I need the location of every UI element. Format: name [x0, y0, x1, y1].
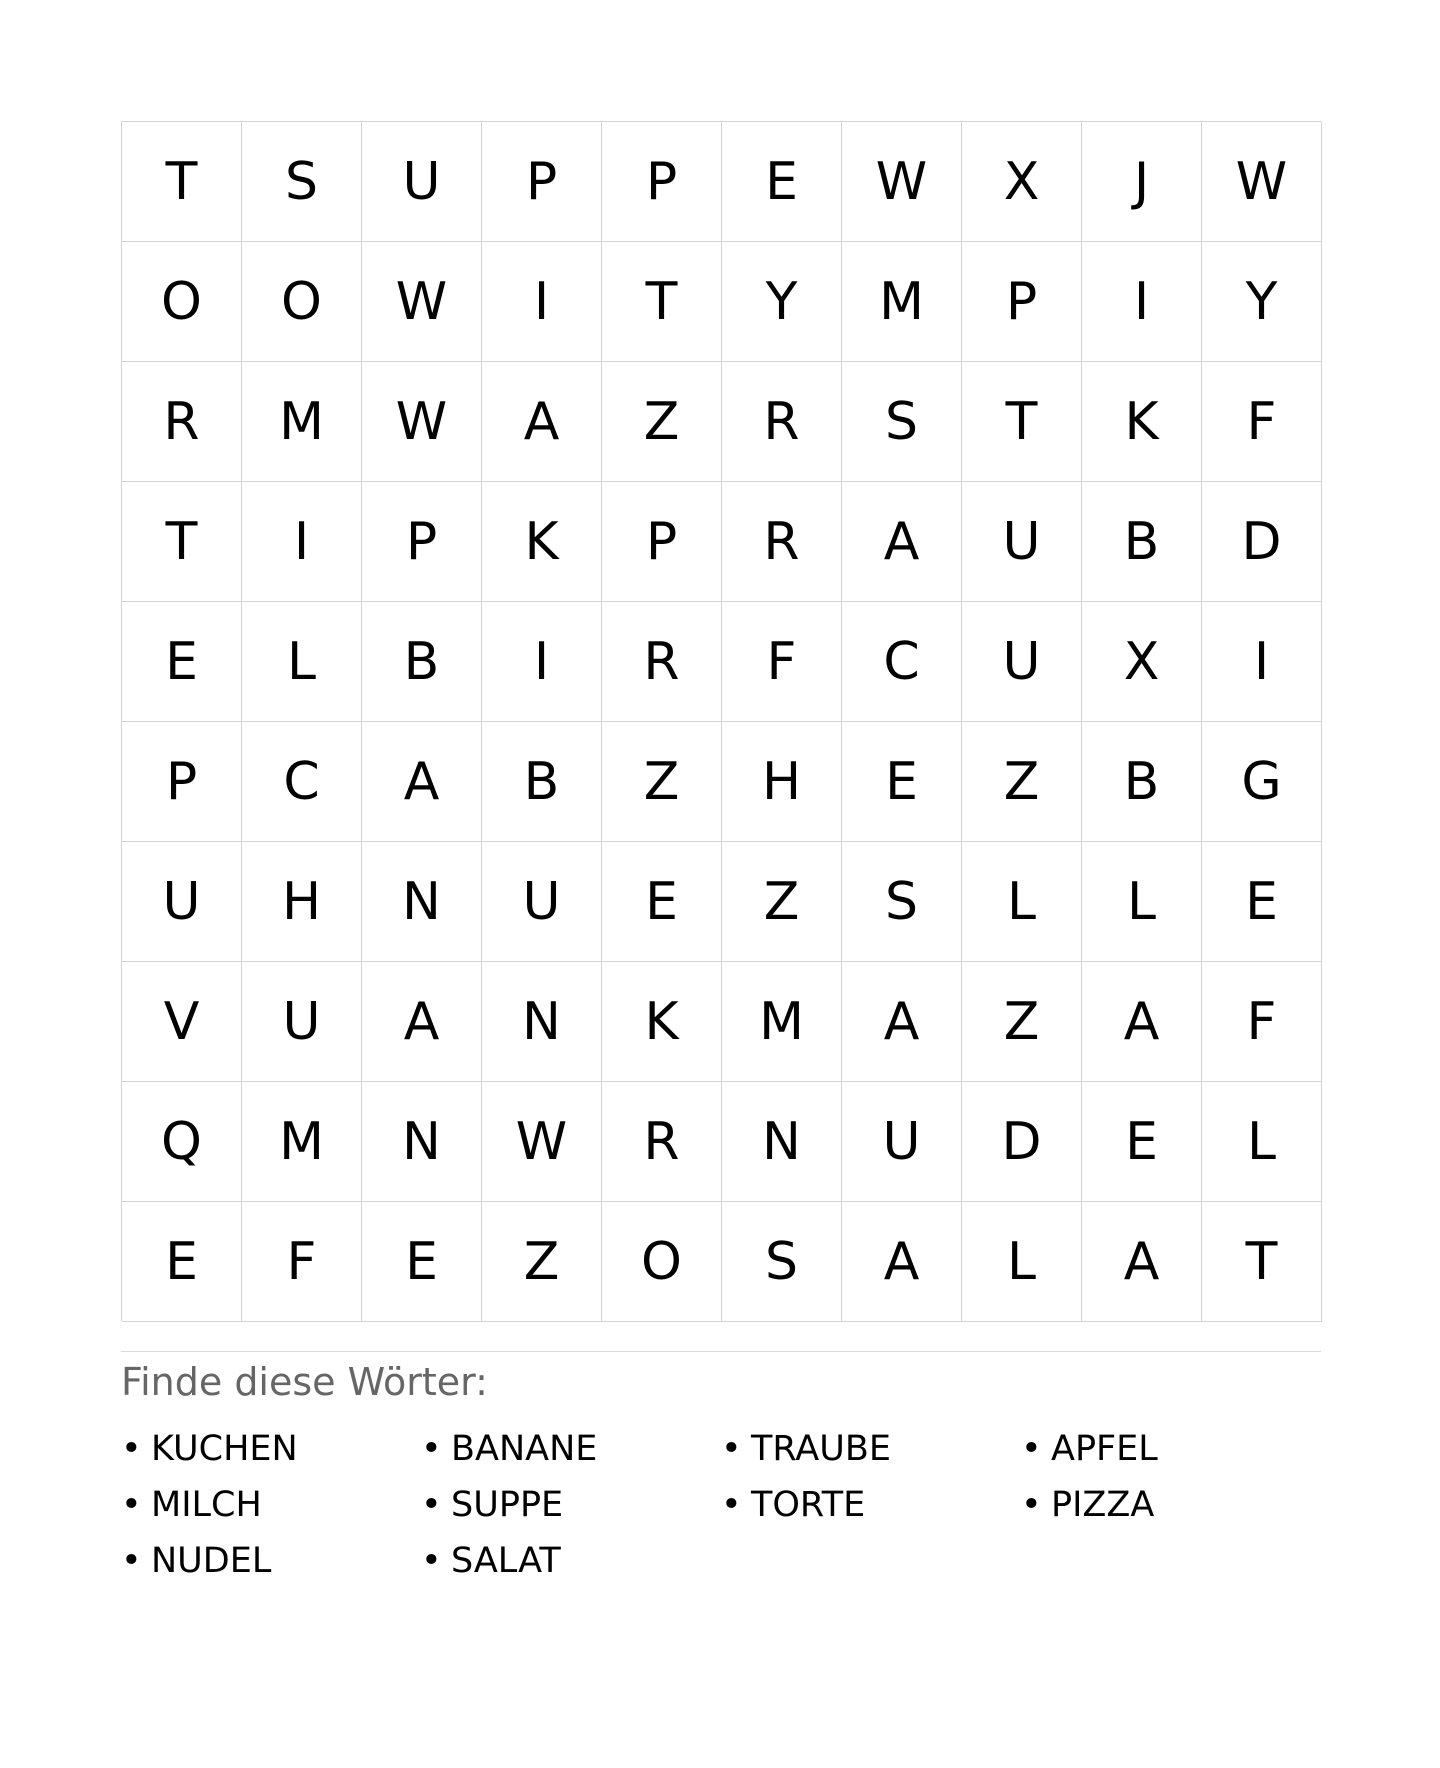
grid-cell[interactable]: I [482, 602, 602, 722]
word-list-item [121, 1426, 421, 1472]
grid-cell[interactable]: I [1082, 242, 1202, 362]
grid-cell[interactable]: P [602, 482, 722, 602]
word-list-item [421, 1482, 721, 1528]
grid-cell[interactable]: L [1082, 842, 1202, 962]
grid-cell[interactable]: X [962, 122, 1082, 242]
grid-cell[interactable]: S [242, 122, 362, 242]
grid-cell[interactable]: E [1202, 842, 1322, 962]
grid-cell[interactable]: L [962, 842, 1082, 962]
instructions-heading: Finde diese Wörter: [121, 1360, 488, 1404]
grid-cell[interactable]: R [602, 602, 722, 722]
grid-cell[interactable]: M [242, 1082, 362, 1202]
grid-cell[interactable]: W [482, 1082, 602, 1202]
grid-cell[interactable]: Z [602, 362, 722, 482]
word-list-item [421, 1538, 721, 1584]
grid-cell[interactable]: U [362, 122, 482, 242]
grid-cell[interactable]: A [482, 362, 602, 482]
grid-cell[interactable]: G [1202, 722, 1322, 842]
grid-cell[interactable]: Z [962, 722, 1082, 842]
letter-grid [121, 121, 1321, 1321]
grid-cell[interactable]: H [722, 722, 842, 842]
bullet-icon: • [421, 1540, 442, 1581]
grid-cell[interactable]: F [722, 602, 842, 722]
grid-cell[interactable]: M [722, 962, 842, 1082]
grid-cell[interactable]: F [1202, 962, 1322, 1082]
grid-cell[interactable]: T [122, 122, 242, 242]
word-label: TORTE [751, 1484, 866, 1525]
grid-cell[interactable]: Q [122, 1082, 242, 1202]
bullet-icon: • [1021, 1484, 1042, 1525]
bullet-icon: • [121, 1484, 142, 1525]
grid-cell[interactable]: B [1082, 482, 1202, 602]
word-label: BANANE [451, 1428, 598, 1469]
bullet-icon: • [1021, 1428, 1042, 1469]
grid-cell[interactable]: P [362, 482, 482, 602]
grid-cell[interactable]: A [362, 722, 482, 842]
grid-cell[interactable]: O [242, 242, 362, 362]
grid-cell[interactable]: P [962, 242, 1082, 362]
grid-cell[interactable]: P [602, 122, 722, 242]
grid-cell[interactable]: A [362, 962, 482, 1082]
word-label: MILCH [151, 1484, 262, 1525]
bullet-icon: • [721, 1484, 742, 1525]
grid-cell[interactable]: A [842, 1202, 962, 1322]
word-list-item [421, 1426, 721, 1472]
grid-cell[interactable]: D [1202, 482, 1322, 602]
grid-cell[interactable]: O [122, 242, 242, 362]
grid-cell[interactable]: N [362, 1082, 482, 1202]
grid-cell[interactable]: X [1082, 602, 1202, 722]
grid-cell[interactable]: D [962, 1082, 1082, 1202]
grid-cell[interactable]: R [122, 362, 242, 482]
bullet-icon: • [121, 1428, 142, 1469]
grid-cell[interactable]: J [1082, 122, 1202, 242]
grid-cell[interactable]: E [1082, 1082, 1202, 1202]
grid-cell[interactable]: E [122, 602, 242, 722]
grid-cell[interactable]: C [242, 722, 362, 842]
grid-cell[interactable]: U [482, 842, 602, 962]
grid-cell[interactable]: B [1082, 722, 1202, 842]
grid-cell[interactable]: L [1202, 1082, 1322, 1202]
grid-cell[interactable]: U [242, 962, 362, 1082]
word-label: SALAT [451, 1540, 561, 1581]
grid-cell[interactable]: Z [722, 842, 842, 962]
grid-cell[interactable]: T [602, 242, 722, 362]
grid-cell[interactable]: U [962, 482, 1082, 602]
grid-cell[interactable]: E [722, 122, 842, 242]
word-label: SUPPE [451, 1484, 564, 1525]
grid-cell[interactable]: S [842, 362, 962, 482]
grid-cell[interactable]: F [1202, 362, 1322, 482]
grid-cell[interactable]: T [1202, 1202, 1322, 1322]
word-list-item [1021, 1482, 1321, 1528]
word-list-item [721, 1426, 1021, 1472]
grid-cell[interactable]: F [242, 1202, 362, 1322]
grid-cell[interactable]: Z [482, 1202, 602, 1322]
word-list [121, 1426, 1321, 1584]
grid-cell[interactable]: S [722, 1202, 842, 1322]
bullet-icon: • [421, 1428, 442, 1469]
bullet-icon: • [421, 1484, 442, 1525]
grid-cell[interactable]: P [122, 722, 242, 842]
grid-cell[interactable]: T [122, 482, 242, 602]
grid-cell[interactable]: E [362, 1202, 482, 1322]
grid-cell[interactable]: U [122, 842, 242, 962]
grid-cell[interactable]: U [962, 602, 1082, 722]
grid-cell[interactable]: W [842, 122, 962, 242]
grid-cell[interactable]: E [842, 722, 962, 842]
word-search-puzzle [121, 121, 1321, 1584]
grid-cell[interactable]: H [242, 842, 362, 962]
grid-cell[interactable]: W [1202, 122, 1322, 242]
grid-cell[interactable]: A [1082, 1202, 1202, 1322]
word-list-item [721, 1482, 1021, 1528]
word-list-item [121, 1538, 421, 1584]
grid-cell[interactable]: A [842, 482, 962, 602]
grid-cell[interactable]: T [962, 362, 1082, 482]
grid-cell[interactable]: C [842, 602, 962, 722]
word-label: APFEL [1051, 1428, 1158, 1469]
grid-cell[interactable]: N [362, 842, 482, 962]
word-label: KUCHEN [151, 1428, 298, 1469]
bullet-icon: • [121, 1540, 142, 1581]
grid-cell[interactable]: R [602, 1082, 722, 1202]
grid-cell[interactable]: W [362, 362, 482, 482]
word-list-item [1021, 1426, 1321, 1472]
grid-cell[interactable]: L [242, 602, 362, 722]
grid-cell[interactable]: M [842, 242, 962, 362]
grid-cell[interactable]: P [482, 122, 602, 242]
grid-cell[interactable]: U [842, 1082, 962, 1202]
grid-cell[interactable]: S [842, 842, 962, 962]
grid-cell[interactable]: K [602, 962, 722, 1082]
grid-cell[interactable]: W [362, 242, 482, 362]
divider [121, 1351, 1321, 1352]
grid-cell[interactable]: L [962, 1202, 1082, 1322]
grid-cell[interactable]: N [482, 962, 602, 1082]
grid-cell[interactable]: A [1082, 962, 1202, 1082]
word-list-item [121, 1482, 421, 1528]
grid-cell[interactable]: B [482, 722, 602, 842]
grid-cell[interactable]: V [122, 962, 242, 1082]
grid-cell[interactable]: M [242, 362, 362, 482]
grid-cell[interactable]: I [1202, 602, 1322, 722]
grid-cell[interactable]: I [242, 482, 362, 602]
grid-cell[interactable]: N [722, 1082, 842, 1202]
grid-cell[interactable]: I [482, 242, 602, 362]
bullet-icon: • [721, 1428, 742, 1469]
grid-cell[interactable]: O [602, 1202, 722, 1322]
word-label: PIZZA [1051, 1484, 1155, 1525]
grid-cell[interactable]: Y [722, 242, 842, 362]
word-label: TRAUBE [751, 1428, 891, 1469]
grid-cell[interactable]: K [1082, 362, 1202, 482]
grid-cell[interactable]: K [482, 482, 602, 602]
grid-cell[interactable]: A [842, 962, 962, 1082]
grid-cell[interactable]: Z [602, 722, 722, 842]
grid-cell[interactable]: Z [962, 962, 1082, 1082]
word-label: NUDEL [151, 1540, 272, 1581]
grid-cell[interactable]: Y [1202, 242, 1322, 362]
grid-cell[interactable]: B [362, 602, 482, 722]
grid-cell[interactable]: E [122, 1202, 242, 1322]
grid-cell[interactable]: R [722, 482, 842, 602]
grid-cell[interactable]: E [602, 842, 722, 962]
grid-cell[interactable]: R [722, 362, 842, 482]
